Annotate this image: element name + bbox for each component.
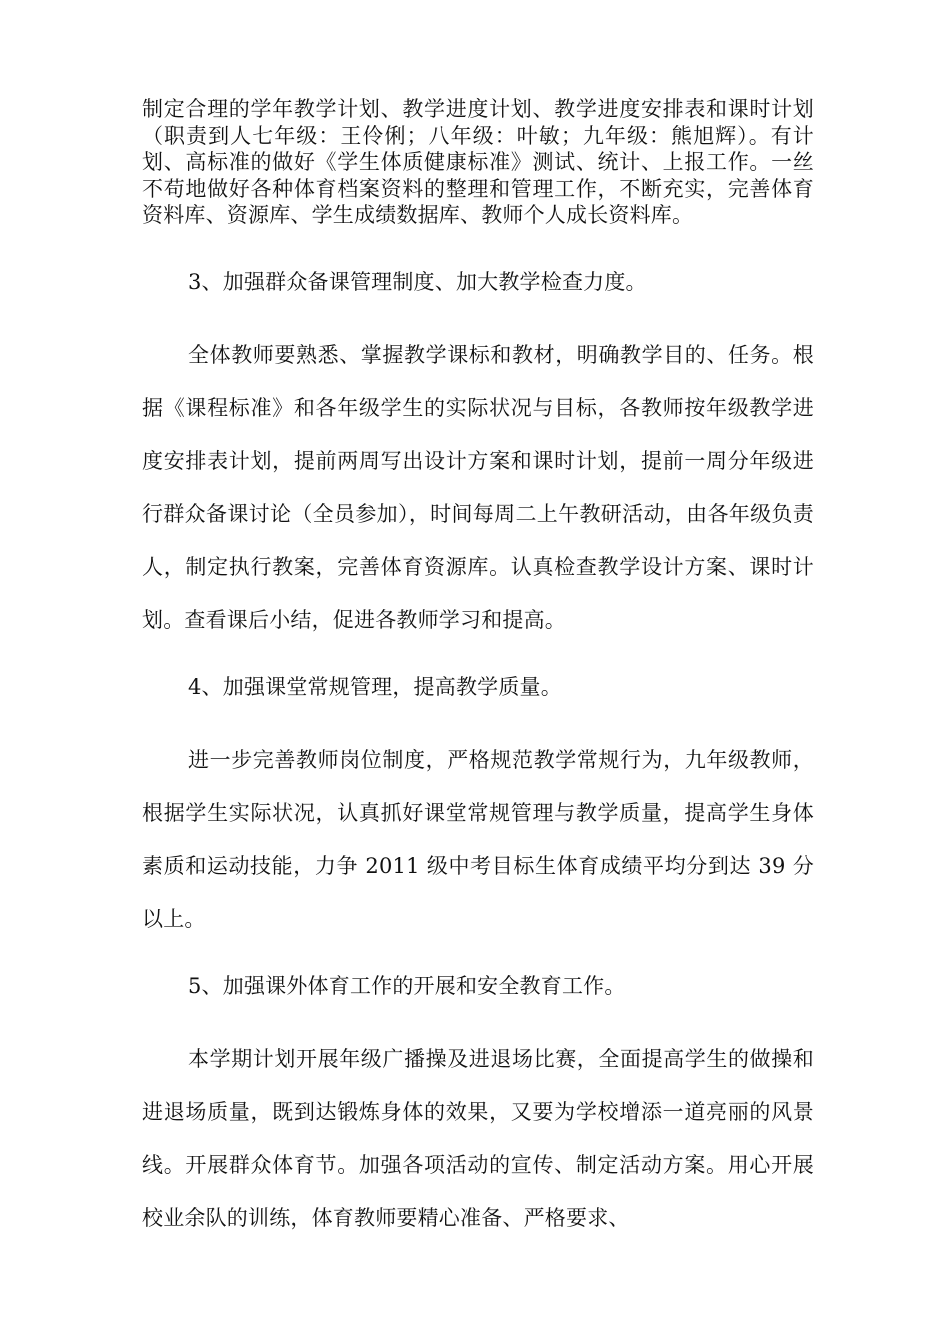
paragraph-classroom-management: 进一步完善教师岗位制度，严格规范教学常规行为，九年级教师，根据学生实际状况，认真抓好课堂常规管理与教学质量，提高学生身体素质和运动技能，力争 2011 级中考目标生体育成绩平均分到达 39 分以上。 [142, 747, 814, 931]
section-heading-4: 4、加强课堂常规管理，提高教学质量。 [188, 674, 562, 699]
document-body [142, 96, 814, 1245]
paragraph-lesson-preparation: 全体教师要熟悉、掌握教学课标和教材，明确教学目的、任务。根据《课程标准》和各年级学生的实际状况与目标，各教师按年级教学进度安排表计划，提前两周写出设计方案和课时计划，提前一周分年级进行群众备课讨论（全员参加），时间每周二上午教研活动，由各年级负责人，制定执行教案，完善体育资源库。认真检查教学设计方案、课时计划。查看课后小结，促进各教师学习和提高。 [142, 342, 814, 632]
paragraph-extracurricular-sports: 本学期计划开展年级广播操及进退场比赛，全面提高学生的做操和进退场质量，既到达锻炼身体的效果，又要为学校增添一道亮丽的风景线。开展群众体育节。加强各项活动的宣传、制定活动方案。用心开展校业余队的训练，体育教师要精心准备、严格要求、 [142, 1046, 814, 1230]
section-heading-5: 5、加强课外体育工作的开展和安全教育工作。 [188, 973, 626, 998]
section-heading-3: 3、加强群众备课管理制度、加大教学检查力度。 [188, 269, 647, 294]
paragraph-plans-and-archives: 制定合理的学年教学计划、教学进度计划、教学进度安排表和课时计划（职责到人七年级：王伶俐；八年级：叶敏；九年级：熊旭辉）。有计划、高标准的做好《学生体质健康标准》测试、统计、上报工作。一丝不苟地做好各种体育档案资料的整理和管理工作，不断充实，完善体育资料库、资源库、学生成绩数据库、教师个人成长资料库。 [142, 97, 814, 227]
